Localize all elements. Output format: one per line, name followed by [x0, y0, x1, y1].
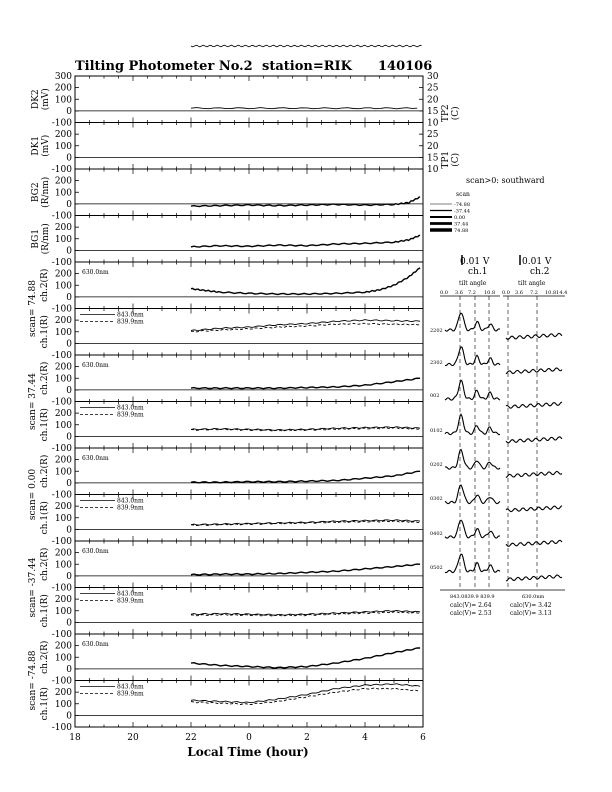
panel-frame [75, 76, 423, 123]
y-tick-label: 100 [54, 513, 72, 524]
wavelength-630: 630.0nm [82, 269, 109, 276]
right-tick-label: 20 [427, 95, 439, 106]
y-tick-label: 100 [54, 374, 72, 385]
series-line [191, 235, 420, 247]
x-tick-label: 6 [420, 733, 426, 743]
ch1-label: ch.1 [468, 267, 488, 277]
y-tick-label: 0 [66, 385, 72, 396]
y-tick-label: -100 [51, 165, 72, 175]
x-tick-label: 0 [246, 733, 252, 743]
side-trace-ch2 [506, 437, 562, 443]
wavelength-630: 630.0nm [82, 455, 109, 462]
tp1-unit: (C) [451, 152, 461, 167]
tilt-tick: 3.6 [455, 290, 463, 296]
side-time-label: 2202 [430, 328, 443, 334]
y-tick-label: -100 [51, 537, 72, 547]
panel-scan-74.88_ch1 [52, 681, 423, 734]
panel-DK1 [52, 123, 439, 176]
y-tick-label: 200 [54, 548, 72, 559]
y-tick-label: 100 [54, 420, 72, 431]
side-bottom-ch1: 843.0839.9 839.9 [450, 594, 495, 600]
y-tick-label: 100 [54, 327, 72, 338]
ch1-axis-label: ch.1(R) [40, 315, 50, 349]
wavelength-839: 839.9nm [117, 504, 144, 512]
y-tick-label: 0 [66, 478, 72, 489]
series-line [191, 612, 420, 616]
tp1-label: TP1 [441, 150, 451, 169]
side-trace-ch2 [506, 333, 562, 339]
scan-label: scan= 37.44 [28, 373, 38, 430]
calc-ch2-a: calc(V)= 3.42 [510, 602, 552, 609]
ch2-axis-label: ch.2(R) [40, 268, 50, 302]
ch2-label: ch.2 [530, 267, 550, 277]
y-tick-label: -100 [51, 490, 72, 501]
y-tick-label: 200 [54, 502, 72, 513]
wavelength-843: 843.0nm [117, 497, 144, 505]
dk2-unit: (mV) [41, 88, 51, 111]
y-tick-label: 0 [66, 106, 72, 117]
side-bottom-ch2: 630.0nm [522, 594, 545, 600]
y-tick-label: 0 [66, 664, 72, 675]
y-tick-label: 200 [54, 130, 72, 141]
side-trace-ch1 [445, 520, 500, 538]
side-time-label: 0402 [430, 531, 443, 537]
y-tick-label: -100 [51, 211, 72, 222]
y-tick-label: -100 [51, 583, 72, 594]
side-panel [430, 255, 567, 617]
y-tick-label: 0 [66, 525, 72, 536]
panel-scan74.88_ch1 [52, 309, 423, 362]
y-tick-label: -100 [51, 444, 72, 454]
y-tick-label: -100 [51, 397, 72, 408]
station-label: station=RIK [262, 59, 352, 74]
tilt-tick: 10.8 [484, 290, 496, 296]
ch2-axis-label: ch.2(R) [40, 640, 50, 674]
tilt-tick: 0.0 [502, 290, 510, 296]
y-tick-label: 0 [66, 571, 72, 582]
y-tick-label: 100 [54, 281, 72, 292]
x-tick-label: 18 [69, 733, 81, 743]
chart-title: Tilting Photometer No.2 [75, 59, 253, 74]
series-line [191, 688, 420, 705]
dk1-unit: (mV) [41, 134, 51, 157]
right-tick-label: 15 [427, 106, 439, 117]
right-tick-label: 30 [427, 72, 439, 82]
side-time-label: 2302 [430, 360, 443, 366]
panel-frame [75, 355, 423, 402]
calc-ch2-b: calc(V)= 3.13 [510, 610, 552, 617]
ch1-axis-label: ch.1(R) [40, 408, 50, 442]
legend-entry: -74.88 [454, 202, 471, 208]
tp2-label: TP2 [441, 104, 451, 123]
side-trace-ch2 [506, 471, 562, 477]
series-line [191, 564, 420, 575]
tilt-tick: 10.814.4 [545, 290, 568, 296]
series-line [191, 197, 420, 207]
wavelength-843: 843.0nm [117, 590, 144, 598]
side-time-label: 0502 [430, 565, 443, 571]
wavelength-839: 839.9nm [117, 690, 144, 698]
y-tick-label: -100 [51, 304, 72, 315]
right-tick-label: 20 [427, 141, 439, 152]
ch1-axis-label: ch.1(R) [40, 594, 50, 628]
series-line [191, 471, 420, 483]
bg1-label: BG1 [31, 228, 41, 249]
panel-frame [75, 541, 423, 588]
wavelength-630: 630.0nm [82, 362, 109, 369]
tp2-unit: (C) [451, 106, 461, 121]
scan-label: scan= 74.88 [28, 280, 38, 337]
legend-entry: 37.44 [454, 221, 469, 228]
y-tick-label: -100 [51, 676, 72, 687]
wavelength-843: 843.0nm [117, 404, 144, 412]
legend-note: scan>0: southward [466, 176, 545, 185]
panel-frame [75, 448, 423, 495]
side-trace-ch2 [506, 506, 562, 512]
scan-label: scan= 0.00 [28, 468, 38, 521]
legend-entry: 74.88 [454, 228, 469, 234]
side-trace-ch2 [506, 575, 562, 581]
side-time-label: 0102 [430, 428, 443, 434]
right-tick-label: 25 [427, 130, 439, 141]
wavelength-839: 839.9nm [117, 597, 144, 605]
y-tick-label: -100 [51, 630, 72, 640]
ch1-axis-label: ch.1(R) [40, 687, 50, 721]
y-tick-label: -100 [51, 723, 72, 733]
scale-ch1: 0.01 V [460, 257, 490, 267]
y-tick-label: 200 [54, 595, 72, 606]
tilt-tick: 7.2 [468, 290, 476, 296]
side-trace-ch1 [445, 414, 500, 434]
panel-scan0.00_ch1 [52, 495, 423, 548]
panel-frame [75, 123, 423, 170]
series-line [191, 684, 420, 703]
right-tick-label: 10 [427, 165, 439, 175]
tilt-angle-ch1: tilt angle [459, 280, 487, 287]
y-tick-label: 100 [54, 141, 72, 152]
wavelength-839: 839.9nm [117, 411, 144, 419]
panel-BG2 [52, 169, 423, 222]
y-tick-label: 200 [54, 269, 72, 280]
side-trace-ch1 [445, 347, 500, 366]
side-trace-ch1 [445, 450, 500, 470]
y-tick-label: 300 [54, 72, 72, 82]
y-tick-label: 200 [54, 362, 72, 373]
wavelength-843: 843.0nm [117, 311, 144, 319]
panels [28, 72, 461, 743]
y-tick-label: 100 [54, 560, 72, 571]
scan-label: scan= -37.44 [28, 557, 38, 618]
ch1-axis-label: ch.1(R) [40, 501, 50, 535]
bg2-unit: (R/nm) [41, 176, 51, 208]
legend-title: scan [456, 191, 470, 198]
scan-label: scan= -74.88 [28, 650, 38, 711]
y-tick-label: -100 [51, 258, 72, 268]
panel-frame [75, 216, 423, 263]
y-tick-label: 100 [54, 699, 72, 710]
side-trace-ch2 [506, 540, 562, 546]
bg2-label: BG2 [31, 182, 41, 203]
y-tick-label: 200 [54, 316, 72, 327]
side-time-label: 0202 [430, 462, 443, 468]
side-trace-ch1 [445, 313, 500, 331]
y-tick-label: 0 [66, 339, 72, 350]
legend-entries [430, 202, 470, 234]
calc-ch1-b: calc(V)= 2.53 [450, 610, 492, 617]
y-tick-label: 0 [66, 711, 72, 722]
bg1-unit: (R/nm) [41, 223, 51, 255]
series-line [191, 320, 420, 331]
side-trace-ch1 [445, 485, 500, 504]
y-tick-label: -100 [51, 118, 72, 129]
y-tick-label: 200 [54, 688, 72, 699]
calc-ch1-a: calc(V)= 2.64 [450, 602, 492, 609]
y-tick-label: 100 [54, 653, 72, 664]
y-tick-label: -100 [51, 351, 72, 361]
tilt-tick: 7.2 [530, 290, 538, 296]
wavelength-839: 839.9nm [117, 318, 144, 326]
panel-frame [75, 169, 423, 216]
x-tick-label: 4 [362, 733, 368, 743]
right-tick-label: 25 [427, 83, 439, 94]
date-label: 140106 [378, 59, 433, 74]
scale-ch2: 0.01 V [522, 257, 552, 267]
y-tick-label: 200 [54, 83, 72, 94]
wavelength-630: 630.0nm [82, 548, 109, 555]
legend-entry: 0.00 [454, 215, 466, 221]
side-trace-ch1 [445, 380, 500, 400]
panel-DK2 [52, 72, 439, 129]
y-tick-label: 0 [66, 199, 72, 210]
panel-scan-37.44_ch1 [52, 588, 423, 641]
series-line [191, 648, 420, 668]
legend-entry: -37.44 [454, 208, 471, 215]
panel-BG1 [52, 216, 423, 269]
right-tick-label: 10 [427, 118, 439, 129]
ch2-axis-label: ch.2(R) [40, 547, 50, 581]
y-tick-label: 200 [54, 409, 72, 420]
tilt-tick: 0.0 [440, 290, 448, 296]
x-tick-label: 22 [185, 733, 197, 743]
panel-scan37.44_ch1 [52, 402, 423, 455]
series-line [191, 378, 420, 389]
ch2-axis-label: ch.2(R) [40, 361, 50, 395]
y-tick-label: 0 [66, 618, 72, 629]
y-tick-label: 100 [54, 95, 72, 106]
panel-frame [75, 262, 423, 309]
y-tick-label: 100 [54, 606, 72, 617]
ch2-axis-label: ch.2(R) [40, 454, 50, 488]
wavelength-630: 630.0nm [82, 641, 109, 648]
y-tick-label: 0 [66, 153, 72, 164]
tilt-tick: 3.6 [515, 290, 523, 296]
side-trace-ch1 [445, 554, 500, 573]
y-tick-label: 200 [54, 455, 72, 466]
x-axis-label: Local Time (hour) [187, 745, 309, 759]
side-time-label: 002 [430, 393, 440, 399]
top-trace [191, 45, 422, 47]
side-trace-ch2 [506, 368, 562, 374]
series-line [191, 268, 420, 295]
y-tick-label: 200 [54, 223, 72, 234]
side-trace-ch2 [506, 402, 562, 408]
y-tick-label: 0 [66, 246, 72, 257]
side-time-label: 0302 [430, 496, 443, 502]
y-tick-label: 100 [54, 234, 72, 245]
tilt-angle-ch2: tilt angle [518, 280, 546, 287]
y-tick-label: 200 [54, 641, 72, 652]
y-tick-label: 100 [54, 188, 72, 199]
wavelength-843: 843.0nm [117, 683, 144, 691]
y-tick-label: 0 [66, 292, 72, 303]
x-tick-label: 20 [127, 733, 139, 743]
dk2-label: DK2 [31, 89, 41, 110]
dk1-label: DK1 [31, 135, 41, 156]
y-tick-label: 0 [66, 432, 72, 443]
y-tick-label: 100 [54, 467, 72, 478]
y-tick-label: 200 [54, 176, 72, 187]
series-line [191, 108, 417, 109]
x-tick-label: 2 [304, 733, 310, 743]
right-tick-label: 15 [427, 153, 439, 164]
